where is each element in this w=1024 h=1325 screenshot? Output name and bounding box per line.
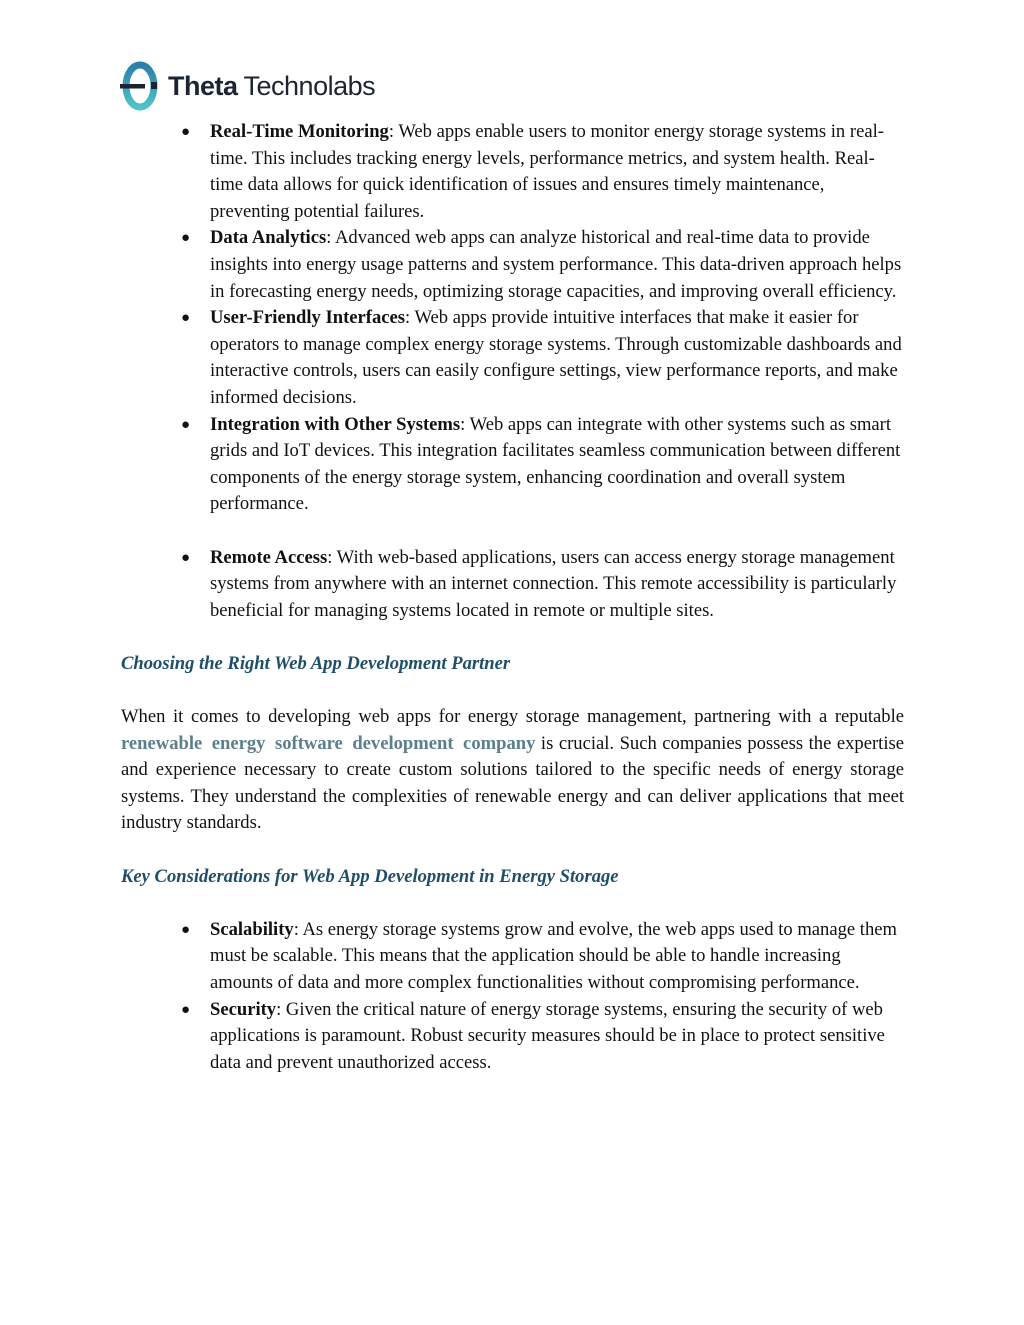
item-text: : As energy storage systems grow and evolve, the web apps used to manage them must be scalable. This means that the application should be able to handle increasing amounts of data and more complex functionalities without compromising performance. — [210, 918, 897, 993]
item-title: Remote Access — [210, 546, 328, 568]
list-item-security — [121, 997, 904, 1077]
item-text: : Web apps provide intuitive interfaces that make it easier for operators to manage complex energy storage systems. Through customizable dashboards and interactive controls, users can easily configure settings, view performance reports, and make informed decisions. — [210, 307, 902, 408]
list-item-scalability — [121, 917, 904, 997]
item-text: : Advanced web apps can analyze historical and real-time data to provide insights into energy usage patterns and system performance. This data-driven approach helps in forecasting energy needs, optimizing storage capacities, and improving overall efficiency. — [210, 227, 902, 302]
spacer — [121, 518, 904, 545]
bullet-icon: ● — [181, 549, 191, 566]
item-text: : With web-based applications, users can access energy storage management systems from anywhere with an internet connection. This remote accessibility is particularly beneficial for managing systems located in remote or multiple sites. — [210, 546, 897, 621]
brand-name — [168, 70, 376, 101]
item-title: User-Friendly Interfaces — [210, 307, 405, 329]
bullet-icon: ● — [181, 1001, 191, 1018]
brand-name-bold: Theta — [168, 70, 238, 101]
list-item-integration — [121, 412, 904, 518]
item-title: Data Analytics — [210, 227, 327, 249]
spacer — [121, 677, 904, 704]
bullet-icon: ● — [181, 416, 191, 433]
benefits-list-continued — [121, 545, 904, 625]
list-item-user-friendly-interfaces — [121, 305, 904, 411]
item-title: Integration with Other Systems — [210, 413, 461, 435]
partner-paragraph — [121, 704, 904, 837]
section-heading-partner: Choosing the Right Web App Development Partner — [121, 652, 511, 674]
item-title: Security — [210, 998, 277, 1020]
para-text: is crucial. Such companies possess the expertise and experience necessary to create custom solutions tailored to the specific needs of energy storage systems. They understand the complexities of renewable energy and can deliver applications that meet industry standards. — [121, 732, 904, 834]
considerations-list — [121, 917, 904, 1077]
spacer — [121, 890, 904, 917]
brand-name-light: Technolabs — [243, 70, 376, 101]
bullet-icon: ● — [181, 310, 191, 327]
theta-logo-icon — [120, 60, 160, 112]
bullet-icon: ● — [181, 921, 191, 938]
item-text: : Given the critical nature of energy storage systems, ensuring the security of web applications is paramount. Robust security measures should be in place to protect sensitive data and prevent unauthorized access. — [210, 998, 885, 1073]
section-heading-key-considerations: Key Considerations for Web App Development in Energy Storage — [121, 865, 619, 887]
bullet-icon: ● — [181, 124, 191, 140]
item-text: : Web apps enable users to monitor energy storage systems in real-time. This includes tracking energy levels, performance metrics, and system health. Real-time data allows for quick identification of issues and ensures timely maintenance, preventing potential failures. — [210, 121, 884, 222]
item-title: Real-Time Monitoring — [210, 121, 389, 142]
para-text: When it comes to developing web apps for energy storage management, partnering with a reputable — [121, 706, 904, 728]
renewable-energy-company-link[interactable]: renewable energy software development company — [121, 732, 536, 754]
bullet-icon: ● — [181, 230, 191, 247]
spacer — [121, 624, 904, 651]
item-title: Scalability — [210, 918, 294, 940]
brand-logo — [120, 60, 375, 112]
list-item-real-time-monitoring — [121, 119, 904, 225]
list-item-data-analytics — [121, 225, 904, 305]
document-body — [121, 119, 904, 1076]
spacer — [121, 837, 904, 864]
item-text: : Web apps can integrate with other systems such as smart grids and IoT devices. This integration facilitates seamless communication between different components of the energy storage system, enhancing coordination and overall system performance. — [210, 413, 901, 515]
benefits-list — [121, 119, 904, 518]
list-item-remote-access — [121, 545, 904, 625]
